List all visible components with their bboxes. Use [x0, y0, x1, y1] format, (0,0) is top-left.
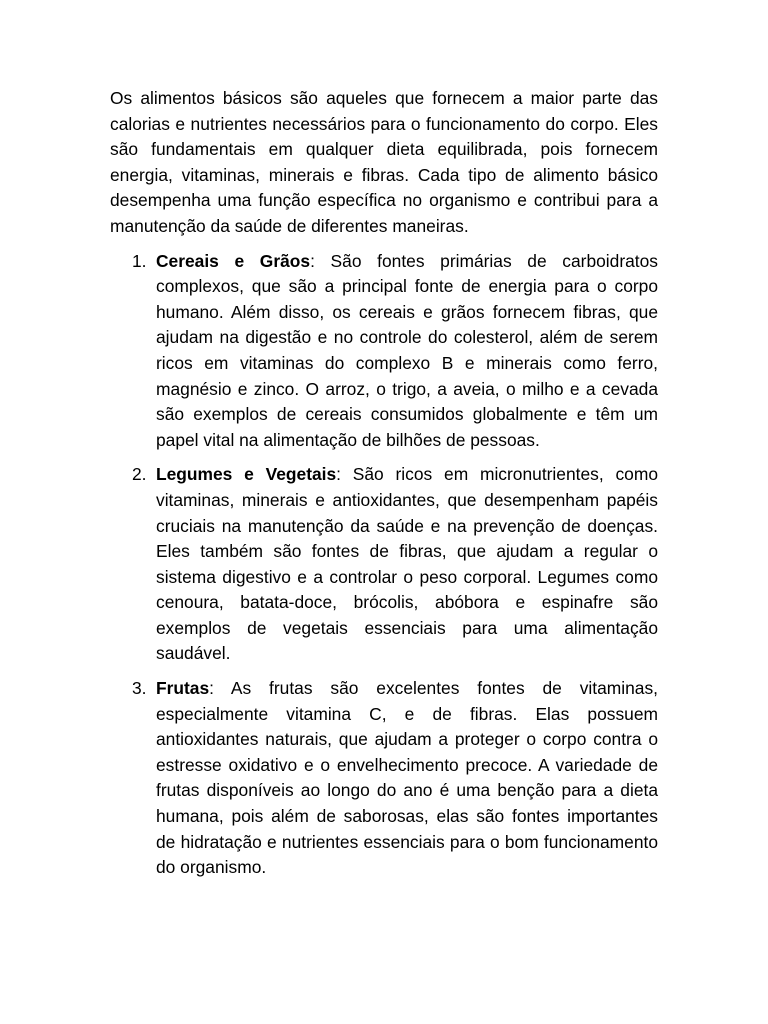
list-item-number: 2.: [132, 464, 147, 485]
list-item-vegetables: [110, 462, 658, 667]
list-item-number: 3.: [132, 678, 147, 699]
list-item-title: Legumes e Vegetais: [156, 464, 337, 485]
list-item-cereals: [110, 249, 658, 454]
intro-paragraph: Os alimentos básicos são aqueles que fornecem a maior parte das calorias e nutrientes necessários para o funcionamento do corpo. Eles são fundamentais em qualquer dieta equilibrada, pois fornecem energia, vitaminas, minerais e fibras. Cada tipo de alimento básico desempenha uma função específica no organismo e contribui para a manutenção da saúde de diferentes maneiras.: [110, 88, 658, 236]
list-item-title: Cereais e Grãos: [156, 250, 311, 271]
document-page: [110, 86, 658, 890]
list-item-title: Frutas: [156, 678, 210, 699]
list-item-text: : São fontes primárias de carboidratos complexos, que são a principal fonte de energia para o corpo humano. Além disso, os cereais e grãos fornecem fibras, que ajudam na digestão e no controle do colesterol, além de serem ricos em vitaminas do complexo B e minerais como ferro, magnésio e zinco. O arroz, o trigo, a aveia, o milho e a cevada são exemplos de cereais consumidos globalmente e têm um papel vital na alimentação de bilhões de pessoas.: [156, 250, 658, 450]
list-item-fruits: [110, 676, 658, 881]
food-list: [110, 249, 658, 881]
list-item-text: : As frutas são excelentes fontes de vitaminas, especialmente vitamina C, e de fibras. Elas possuem antioxidantes naturais, que ajudam a proteger o corpo contra o estresse oxidativo e o envelhecimento precoce. A variedade de frutas disponíveis ao longo do ano é uma benção para a dieta humana, pois além de saborosas, elas são fontes importantes de hidratação e nutrientes essenciais para o bom funcionamento do organismo.: [156, 678, 658, 878]
list-item-number: 1.: [132, 250, 147, 271]
list-item-text: : São ricos em micronutrientes, como vitaminas, minerais e antioxidantes, que desempenham papéis cruciais na manutenção da saúde e na prevenção de doenças. Eles também são fontes de fibras, que ajudam a regular o sistema digestivo e a controlar o peso corporal. Legumes como cenoura, batata-doce, brócolis, abóbora e espinafre são exemplos de vegetais essenciais para uma alimentação saudável.: [156, 464, 658, 664]
